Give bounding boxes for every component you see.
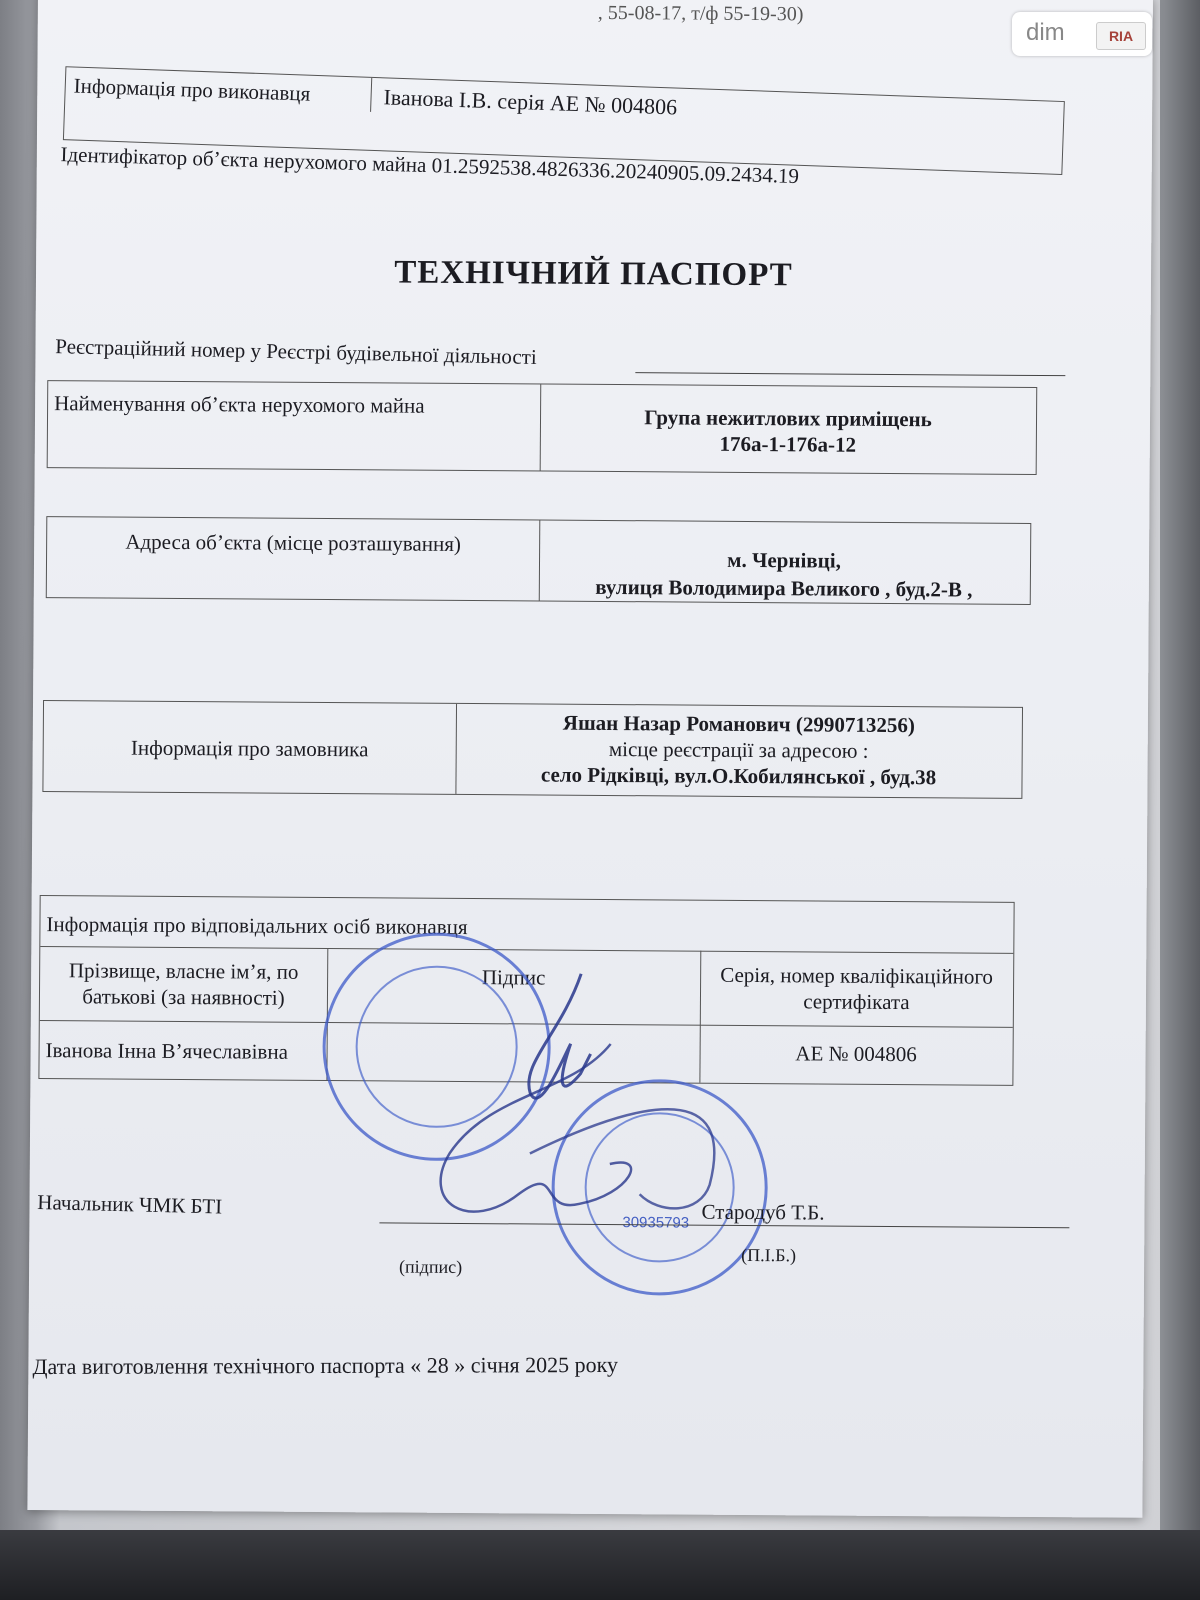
col-signature: Підпис (481, 965, 546, 990)
object-name-box (47, 380, 1038, 475)
background-floor (0, 1530, 1200, 1600)
page-title: ТЕХНІЧНИЙ ПАСПОРТ (394, 254, 793, 294)
top-partial-text: , 55-08-17, т/ф 55-19-30) (597, 1, 804, 26)
responsible-row-name: Іванова Інна В’ячеславівна (45, 1038, 289, 1064)
registration-number-line (635, 372, 1065, 376)
col-name-line1: Прізвище, власне ім’я, по (68, 958, 299, 984)
head-sig-caption: (підпис) (399, 1256, 463, 1277)
customer-reg-label: місце реєстрації за адресою : (608, 737, 869, 763)
executor-info-label: Інформація про виконавця (73, 73, 311, 106)
head-name: Стародуб Т.Б. (701, 1199, 825, 1225)
address-box (46, 516, 1032, 605)
address-label: Адреса об’єкта (місце розташування) (125, 529, 461, 556)
head-name-caption: (П.І.Б.) (741, 1244, 797, 1266)
customer-box (42, 700, 1023, 799)
date-line: Дата виготовлення технічного паспорта « 28 » січня 2025 року (32, 1351, 619, 1379)
col-cert-line2: сертифіката (803, 989, 910, 1015)
logo-dim-text: dim (1026, 19, 1065, 46)
stamp-number: 30935793 (622, 1214, 690, 1232)
dim-ria-logo[interactable] (1012, 12, 1152, 56)
col-cert-line1: Серія, номер кваліфікаційного (720, 962, 994, 989)
object-identifier: Ідентифікатор об’єкта нерухомого майна 01.2592538.4826336.20240905.09.2434.19 (60, 142, 800, 189)
customer-name: Яшан Назар Романович (2990713256) (562, 710, 916, 738)
head-label: Начальник ЧМК БТІ (37, 1190, 223, 1219)
address-line2: вулиця Володимира Великого , буд.2-В , (595, 574, 973, 602)
registration-label: Реєстраційний номер у Реєстрі будівельної діяльності (55, 334, 537, 370)
background-edge (1160, 0, 1200, 1600)
logo-ria-text: RIA (1096, 22, 1146, 50)
signature-icon (409, 953, 831, 1276)
document-page (27, 0, 1153, 1518)
customer-label: Інформація про замовника (130, 735, 369, 762)
customer-reg-address: село Рідківці, вул.О.Кобилянської , буд.38 (540, 762, 937, 790)
object-name-line1: Група нежитлових приміщень (644, 405, 932, 432)
executor-info-value: Іванова І.В. серія АЕ № 004806 (383, 84, 678, 120)
address-line1: м. Чернівці, (727, 547, 841, 573)
responsible-row-cert: АЕ № 004806 (795, 1041, 917, 1067)
responsible-header: Інформація про відповідальних осіб виконавця (46, 912, 468, 940)
object-name-label: Найменування об’єкта нерухомого майна (54, 391, 425, 418)
col-name-line2: батькові (за наявності) (82, 984, 285, 1010)
object-name-line2: 176а-1-176а-12 (719, 431, 857, 457)
